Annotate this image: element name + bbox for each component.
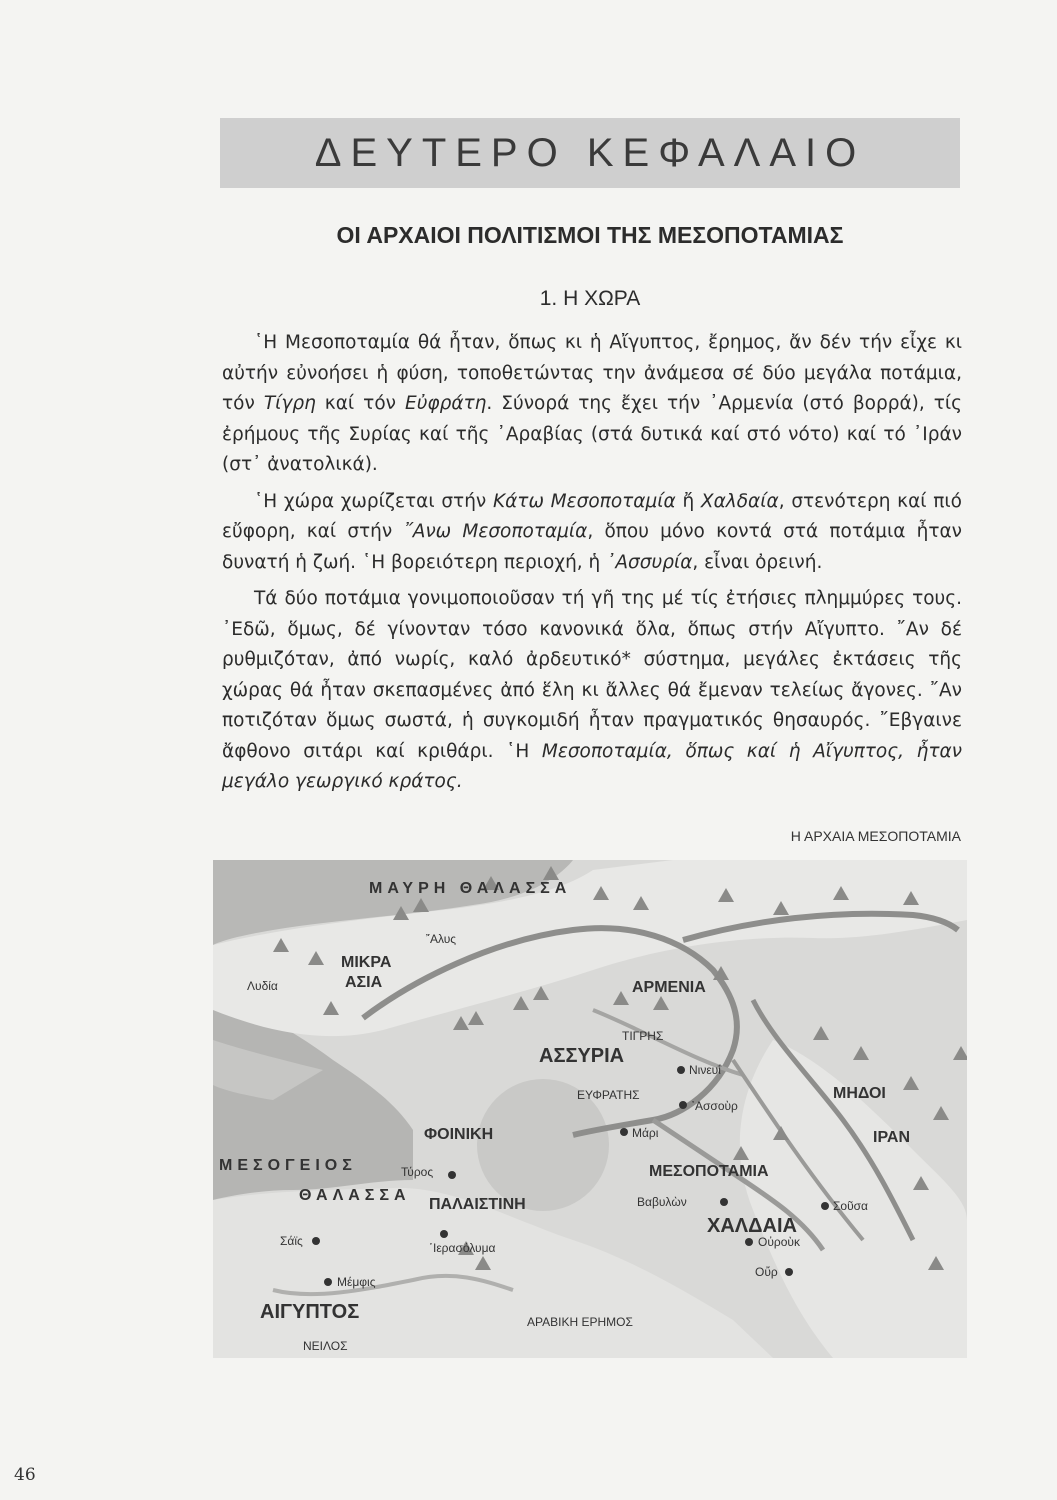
body-text (222, 328, 962, 804)
label-iran: ΙΡΑΝ (873, 1129, 911, 1146)
p2-text-a: ῾Η χώρα χωρίζεται στήν (254, 490, 493, 512)
label-susa: Σοῦσα (833, 1199, 868, 1213)
susa-dot (821, 1202, 829, 1210)
label-mesopotamia: ΜΕΣΟΠΟΤΑΜΙΑ (649, 1163, 769, 1180)
nineveh-dot (677, 1066, 685, 1074)
label-ur: Οὔρ (755, 1265, 778, 1279)
p2-italic-lower: Κάτω Μεσοποταμία (492, 490, 676, 512)
label-nineveh: Νινευΐ (689, 1063, 721, 1077)
ancient-mesopotamia-map (213, 860, 967, 1358)
chapter-banner (220, 118, 960, 188)
label-medes: ΜΗΔΟΙ (833, 1085, 886, 1102)
label-nile: ΝΕΙΛΟΣ (303, 1339, 348, 1353)
p2-italic-chaldea: Χαλδαία (700, 490, 779, 512)
label-phoenicia: ΦΟΙΝΙΚΗ (424, 1126, 494, 1143)
p3-italic-conclusion: Μεσοποταμία, ὅπως καί ἡ Αἴγυπτος, ἦταν μεγάλο γεωργικό κράτος. (222, 740, 962, 792)
chapter-banner-text: ΔΕΥΤΕΡΟ ΚΕΦΑΛΑΙΟ (314, 130, 866, 175)
p1-italic-tigris: Τίγρη (263, 393, 316, 414)
label-asia-minor-1: ΜΙΚΡΑ (341, 954, 392, 971)
label-asia-minor-2: ΑΣΙΑ (345, 974, 383, 991)
p1-text-b: καί τόν (315, 393, 405, 414)
label-sais: Σάϊς (280, 1234, 303, 1248)
label-halys: ῎Αλυς (426, 932, 457, 946)
label-lydia: Λυδία (247, 979, 278, 993)
label-uruk: Οὐροὺκ (758, 1235, 800, 1249)
p1-italic-euphrates: Εὐφράτη (405, 393, 487, 414)
label-assur: ᾿Ασσοὺρ (691, 1099, 738, 1113)
p3-text-a: Τά δύο ποτάμια γονιμοποιοῦσαν τή γῆ της μέ τίς ἐτήσιες πλημμύρες τους. ᾿Εδῶ, ὅμως, δέ γίνονταν τόσο κανονικά ὅλα, ὅπως στήν Αἴγυπτο. ῎Αν δέ ρυθμιζόταν, ἀπό νωρίς, καλό ἀρδευτικό* σύστημα, μεγάλες ἐκτάσεις τῆς χώρας θά ἦταν σκεπασμένες ἀπό ἕλη κι ἄλλες θά ἔμεναν τελείως ἄγονες. ῎Αν ποτιζόταν ὅμως σωστά, ἡ συγκομιδή ἦταν πραγματικός θησαυρός. ῎Εβγαινε ἄφθονο σιτάρι καί κριθάρι. ῾Η (222, 588, 962, 762)
p2-text-e: , εἶναι ὀρεινή. (692, 551, 823, 573)
p1-text-a: ῾Η Μεσοποταμία θά ἦταν, ὅπως κι ἡ Αἴγυπτος, ἔρημος, ἄν δέν τήν εἶχε κι αὐτήν εὐνοήσει ἡ φύση, τοποθετώντας την ἀνάμεσα σέ δύο μεγάλα ποτάμια, τόν (222, 332, 962, 414)
label-tyre: Τύρος (401, 1165, 434, 1179)
p2-italic-assyria: ᾿Ασσυρία (606, 551, 693, 573)
mari-dot (620, 1128, 628, 1136)
label-armenia: ΑΡΜΕΝΙΑ (632, 979, 706, 996)
p2-text-b: ἤ (675, 490, 701, 512)
label-mediterranean-1: ΜΕΣΟΓΕΙΟΣ (219, 1157, 357, 1174)
babylon-dot (720, 1198, 728, 1206)
label-jerusalem: ῾Ιερασόλυμα (429, 1241, 496, 1255)
p2-text-c: , στενότερη καί πιό εὔφορη, καί στήν (222, 490, 962, 542)
label-assyria: ΑΣΣΥΡΙΑ (539, 1045, 625, 1067)
uruk-dot (745, 1238, 753, 1246)
tyre-dot (448, 1171, 456, 1179)
label-memphis: Μέμφις (337, 1275, 376, 1289)
map-title: Η ΑΡΧΑΙΑ ΜΕΣΟΠΟΤΑΜΙΑ (790, 828, 961, 844)
page-number: 46 (14, 1465, 36, 1485)
label-mediterranean-2: ΘΑΛΑΣΣΑ (299, 1187, 411, 1204)
jerusalem-dot (440, 1230, 448, 1238)
label-egypt: ΑΙΓΥΠΤΟΣ (260, 1301, 360, 1323)
paragraph-1 (222, 328, 962, 481)
label-chaldea: ΧΑΛΔΑΙΑ (707, 1215, 797, 1237)
label-euphrates: ΕΥΦΡΑΤΗΣ (577, 1088, 640, 1102)
label-mari: Μάρι (632, 1126, 659, 1140)
label-babylon: Βαβυλὼν (637, 1195, 687, 1209)
p1-text-c: . Σύνορά της ἔχει τήν ᾿Αρμενία (στό βορρά), τίς ἐρήμους τῆς Συρίας καί τῆς ᾿Αραβίας (στά δυτικά καί στό νότο) καί τό ᾿Ιράν (στ᾿ ἀνατολικά). (222, 393, 963, 475)
ur-dot (785, 1268, 793, 1276)
label-black-sea: ΜΑΥΡΗ ΘΑΛΑΣΣΑ (369, 880, 572, 897)
label-arabian-desert: ΑΡΑΒΙΚΗ ΕΡΗΜΟΣ (527, 1315, 633, 1329)
paragraph-2 (222, 487, 962, 579)
label-tigris: ΤΙΓΡΗΣ (622, 1029, 664, 1043)
label-palestine: ΠΑΛΑΙΣΤΙΝΗ (429, 1196, 526, 1213)
memphis-dot (324, 1278, 332, 1286)
section-title: 1. Η ΧΩΡΑ (539, 287, 641, 310)
chapter-title: ΟΙ ΑΡΧΑΙΟΙ ΠΟΛΙΤΙΣΜΟΙ ΤΗΣ ΜΕΣΟΠΟΤΑΜΙΑΣ (336, 222, 844, 248)
sais-dot (312, 1237, 320, 1245)
p2-italic-upper: ῎Ανω Μεσοποταμία (403, 521, 588, 542)
p2-text-d: , ὅπου μόνο κοντά στά ποτάμια ἦταν δυνατή ἡ ζωή. ῾Η βορειότερη περιοχή, ἡ (222, 521, 962, 573)
paragraph-3 (222, 584, 962, 798)
assur-dot (679, 1101, 687, 1109)
